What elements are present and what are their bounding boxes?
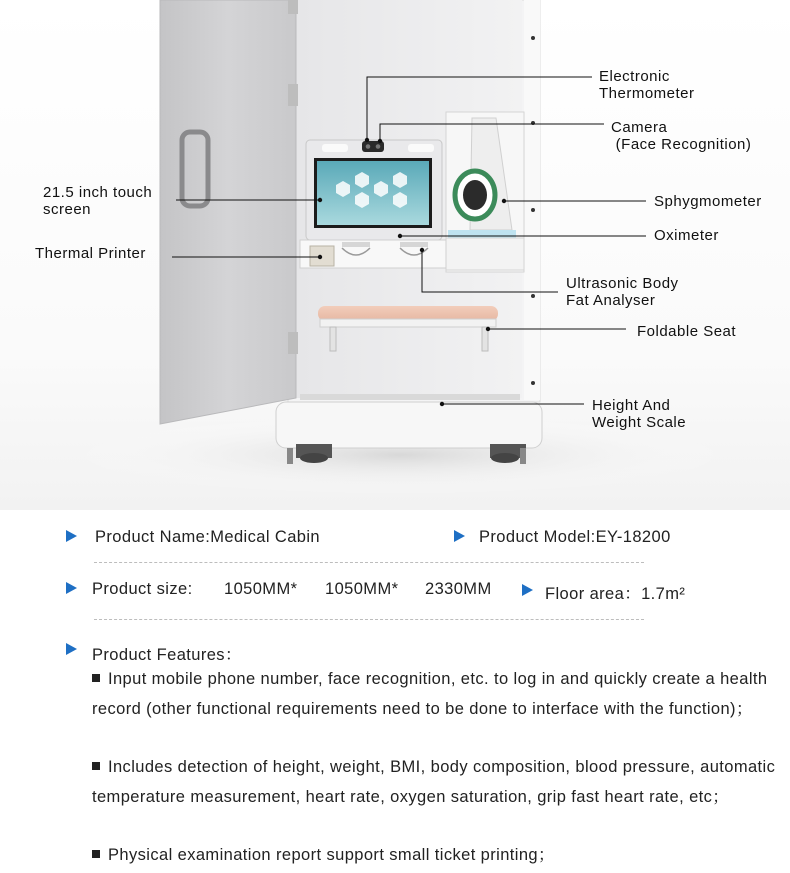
callout-fat-analyser: Ultrasonic Body Fat Analyser — [566, 275, 679, 309]
feature-item: Includes detection of height, weight, BMI, body composition, blood pressure, automatic temperature measurement, heart rate, oxygen saturation, grip fast heart rate, etc； — [92, 758, 776, 806]
feature-item: Physical examination report support small ticket printing； — [92, 841, 782, 871]
cabinet-door — [160, 0, 296, 424]
features-heading: Product Features： — [92, 646, 242, 664]
product-size-label: Product size: — [92, 580, 193, 598]
product-name: Product Name:Medical Cabin — [95, 528, 320, 546]
square-bullet-icon — [92, 674, 100, 682]
triangle-bullet-icon — [66, 643, 77, 655]
product-model: Product Model:EY-18200 — [479, 528, 671, 546]
callout-height-weight-scale: Height And Weight Scale — [592, 397, 687, 431]
triangle-bullet-icon — [454, 530, 465, 542]
divider — [94, 562, 644, 563]
triangle-bullet-icon — [66, 530, 77, 542]
triangle-bullet-icon — [66, 582, 77, 594]
feature-item: Input mobile phone number, face recognition, etc. to log in and quickly create a health record (other functional requirements need to be done to interface with the function)； — [92, 670, 768, 718]
product-size-dim-3: 2330MM — [425, 580, 492, 598]
callout-foldable-seat: Foldable Seat — [637, 323, 737, 340]
divider — [94, 619, 644, 620]
callout-electronic-thermometer: Electronic Thermometer — [599, 68, 695, 102]
thermal-printer — [310, 246, 334, 266]
callout-camera: Camera (Face Recognition) — [611, 119, 752, 153]
triangle-bullet-icon — [522, 584, 533, 596]
product-size-dim-1: 1050MM* — [224, 580, 298, 598]
floor-area: Floor area：1.7m² — [545, 585, 686, 603]
square-bullet-icon — [92, 850, 100, 858]
callout-oximeter: Oximeter — [654, 227, 719, 244]
square-bullet-icon — [92, 762, 100, 770]
product-size-dim-2: 1050MM* — [325, 580, 399, 598]
weight-scale-base — [276, 402, 542, 448]
callout-thermal-printer: Thermal Printer — [35, 245, 146, 262]
callout-sphygmometer: Sphygmometer — [654, 193, 762, 210]
callout-touch-screen: 21.5 inch touch screen — [43, 184, 153, 218]
